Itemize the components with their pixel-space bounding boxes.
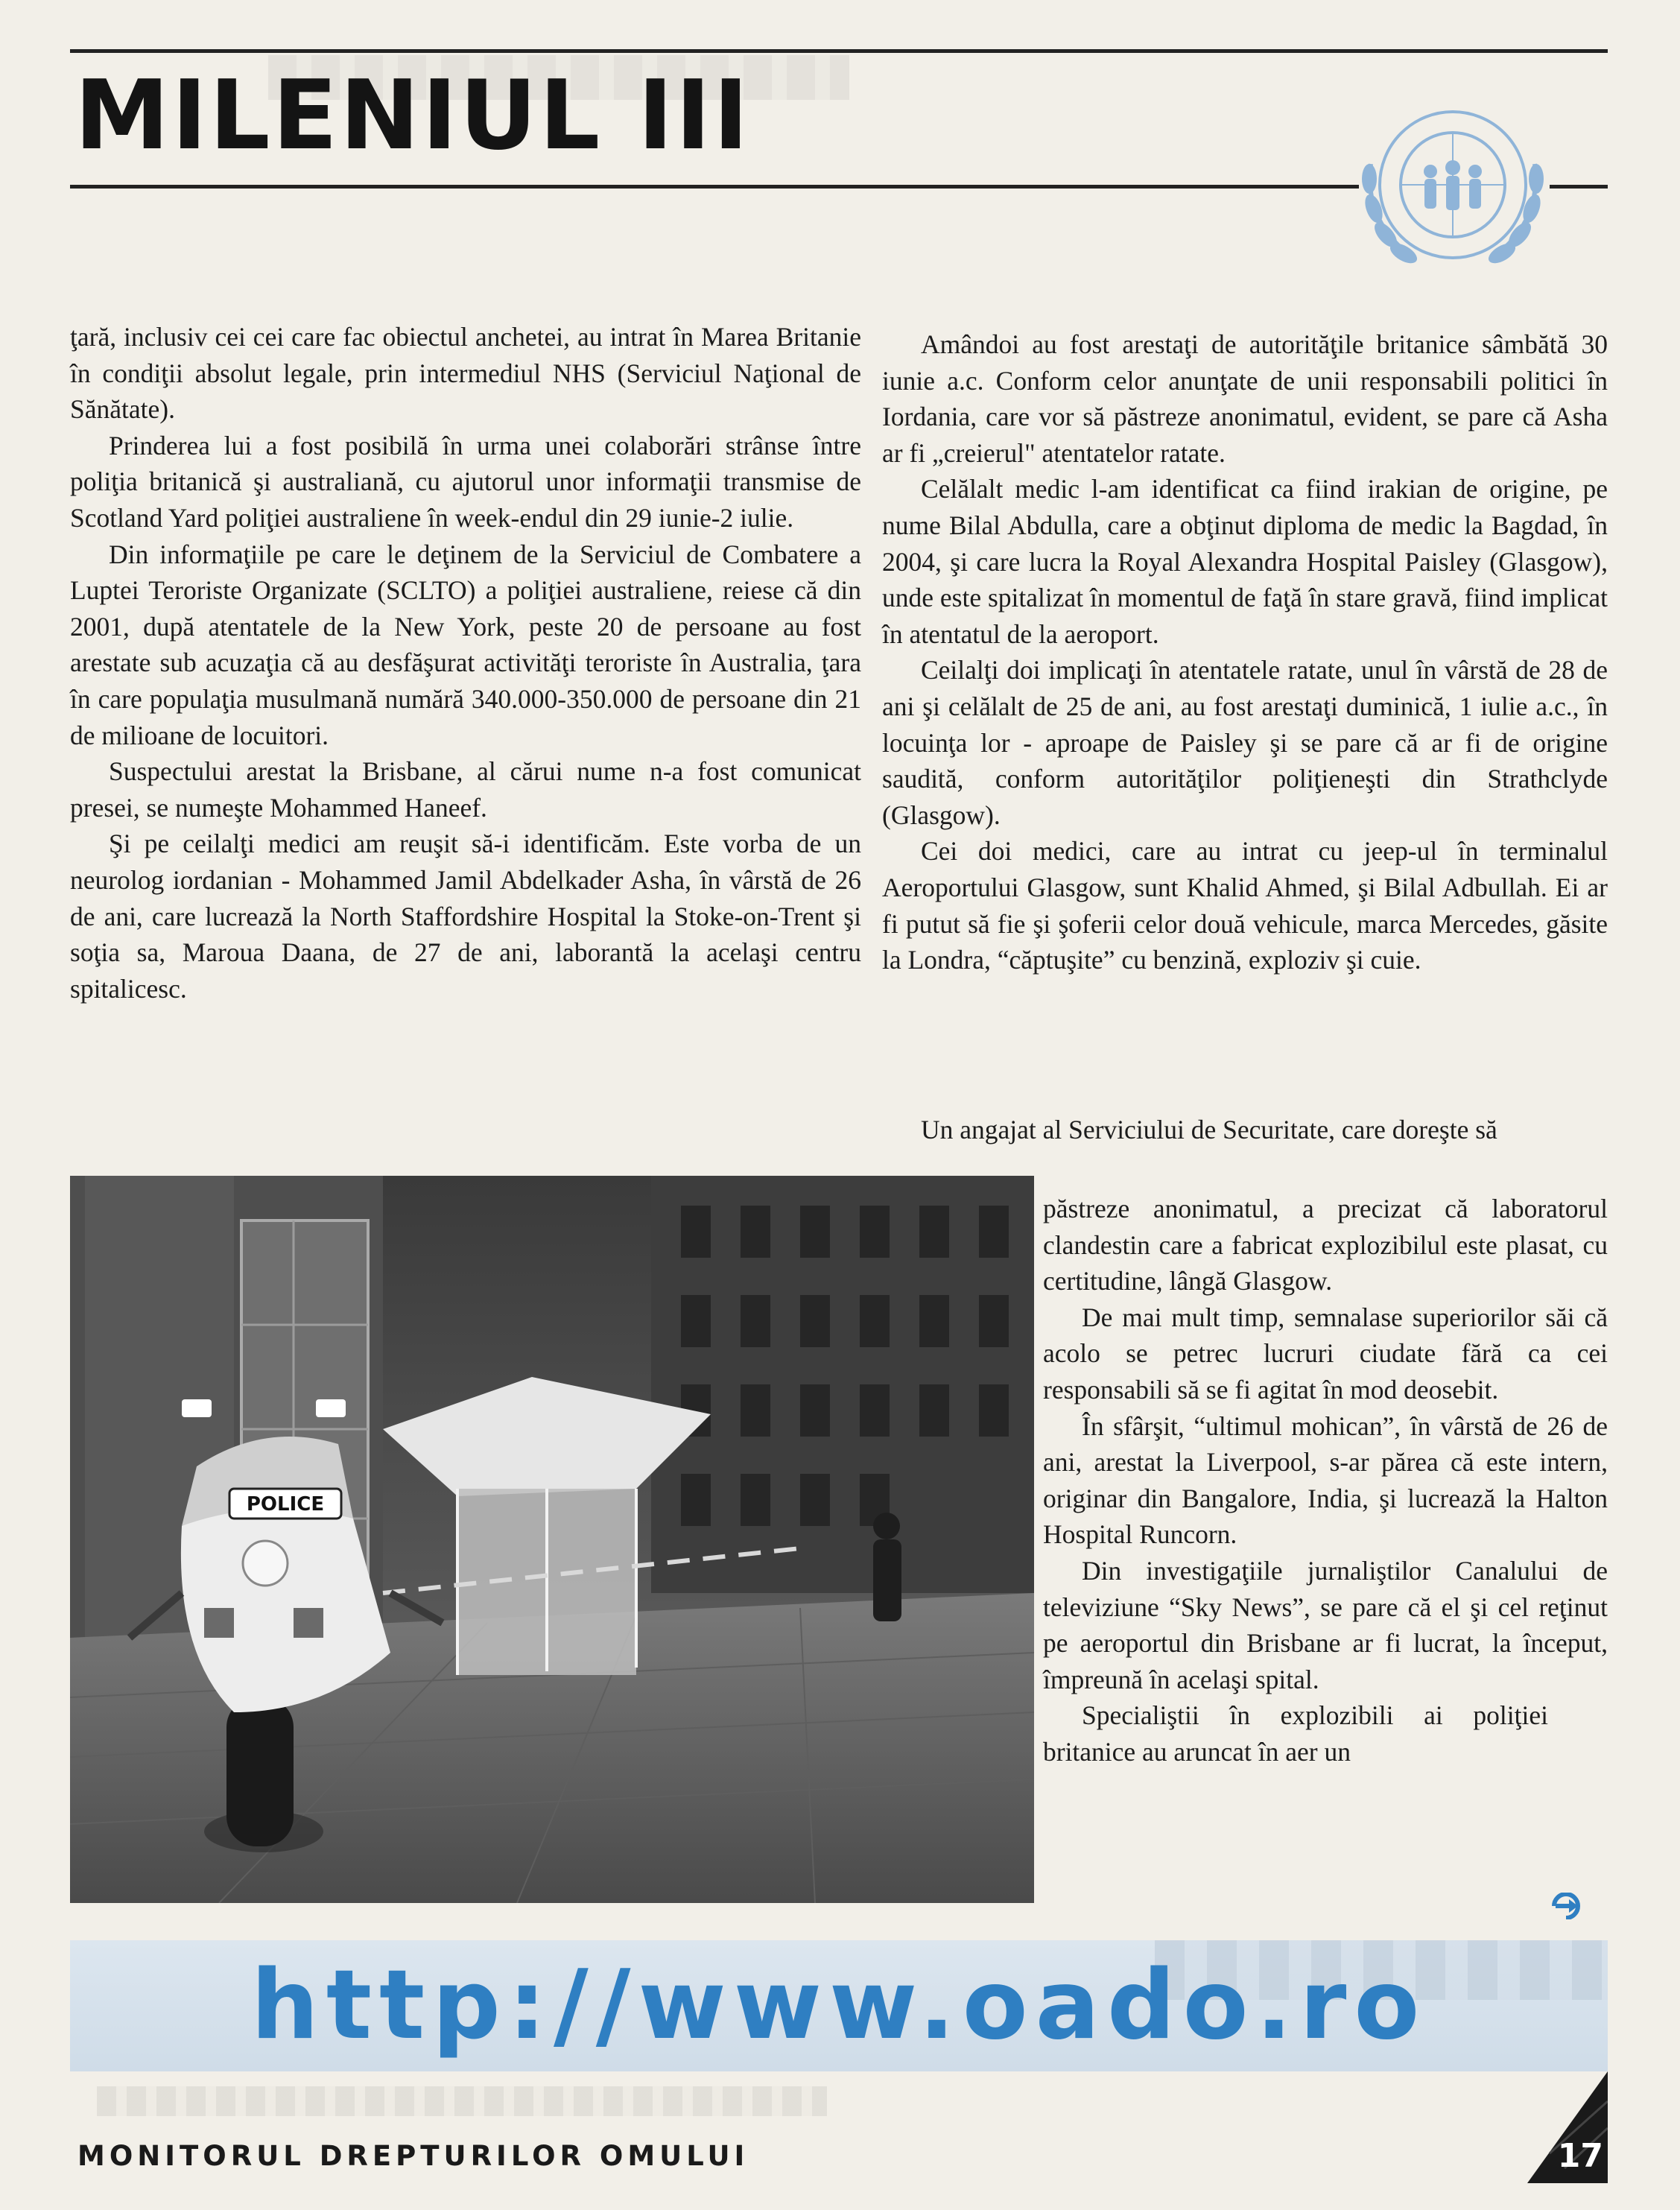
- paragraph: În sfârşit, “ultimul mohican”, în vârstă de 26 de ani, arestat la Liverpool, s-ar părea că este intern, originar din Bangalore, India, şi lucrează la Halton Hospital Runcorn.: [1043, 1410, 1608, 1550]
- header-top-rule: [70, 49, 1608, 53]
- article-right-column: [882, 326, 1608, 978]
- photo-illustration: [70, 1176, 1034, 1903]
- paragraph: Din investigaţiile jurnaliştilor Canalului de televiziune “Sky News”, se pare că el şi cel reţinut pe aeroportul din Brisbane ar fi lucrat, la început, împreună în acelaşi spital.: [1043, 1555, 1608, 1694]
- section-title: MILENIUL III: [75, 60, 751, 171]
- article-wrap-lead: [882, 1112, 1608, 1148]
- article-left-column: [70, 319, 861, 1007]
- paragraph: Celălalt medic l-am identificat ca fiind irakian de origine, pe nume Bilal Abdulla, care a obţinut diploma de medic la Bagdad, în 2004, şi care lucra la Royal Alexandra Hospital Paisley (Glasgow), unde este spitalizat în momentul de faţă în stare gravă, fiind implicat în atentatul de la aeroport.: [882, 474, 1608, 649]
- publication-title: MONITORUL DREPTURILOR OMULUI: [77, 2140, 749, 2172]
- arrow-right-icon: [1551, 1893, 1584, 1919]
- paragraph: ţară, inclusiv cei cei care fac obiectul anchetei, au intrat în Marea Britanie în condiţii absolut legale, prin intermediul NHS (Serviciul Naţional de Sănătate).: [70, 322, 861, 425]
- paragraph: Ceilalţi doi implicaţi în atentatele ratate, unul în vârstă de 28 de ani şi celălalt de 25 de ani, au fost arestaţi duminică, 1 iulie a.c., în locuinţa lor - aproape de Paisley şi se pare că ar fi de origine saudită, conform autorităţilor poliţieneşti din Strathclyde (Glasgow).: [882, 655, 1608, 830]
- paragraph: păstreze anonimatul, a precizat că laboratorul clandestin care a fabricat explozibilul este plasat, cu certitudine, lângă Glasgow.: [1043, 1194, 1608, 1296]
- paragraph: Cei doi medici, care au intrat cu jeep-ul în terminalul Aeroportului Glasgow, sunt Khalid Ahmed, şi Bilal Adbullah. Ei ar fi putut să fie şi şoferii celor două vehicule, marca Mercedes, găsite la Londra, “căptuşite” cu benzină, exploziv şi cuie.: [882, 836, 1608, 975]
- paragraph: Amândoi au fost arestaţi de autorităţile britanice sâmbătă 30 iunie a.c. Conform celor anunţate de unii responsabili politici în Iordania, care vor să păstreze anonimatul, evident, se pare că Asha ar fi „creierul" atentatelor ratate.: [882, 329, 1608, 468]
- paragraph: Şi pe ceilalţi medici am reuşit să-i identificăm. Este vorba de un neurolog iordanian - Mohammed Jamil Abdelkader Asha, în vârstă de 26 de ani, care lucrează la North Staffordshire Hospital la Stoke-on-Trent şi soţia sa, Maroua Daana, de 27 de ani, laborantă la acelaşi centru spitalicesc.: [70, 829, 861, 1004]
- police-motorcycle-photo: [70, 1176, 1034, 1903]
- website-url[interactable]: http://www.oado.ro: [250, 1950, 1427, 2061]
- header-bottom-rule: [70, 185, 1359, 189]
- page-number: 17: [1557, 2137, 1603, 2175]
- oado-emblem-icon: [1341, 97, 1565, 283]
- paragraph: Un angajat al Serviciului de Securitate, care doreşte să: [921, 1115, 1497, 1144]
- paragraph: Din informaţiile pe care le deţinem de la Serviciul de Combatere a Luptei Teroriste Organizate (SCLTO) a poliţiei australiene, reiese că din 2001, după atentatele de la New York, peste 20 de persoane au fost arestate sub acuzaţia că au desfăşurat activităţi teroriste în Australia, ţara în care populaţia musulmană numără 340.000-350.000 de persoane din 21 de milioane de locuitori.: [70, 539, 861, 750]
- paragraph: Prinderea lui a fost posibilă în urma unei colaborări strânse între poliţia britanică şi australiană, cu ajutorul unor informaţii transmise de Scotland Yard poliţiei australiene în week-endul din 29 iunie-2 iulie.: [70, 430, 861, 533]
- bleed-through-shadow: [97, 2086, 827, 2116]
- article-wrap-column: [1043, 1191, 1608, 1770]
- paragraph: De mai mult timp, semnalase superiorilor săi că acolo se petrec lucruri ciudate fără ca cei responsabili să se fi agitat în mod deosebit.: [1043, 1302, 1608, 1405]
- police-sign-text: POLICE: [246, 1493, 325, 1516]
- paragraph: Specialiştii în explozibili ai poliţiei britanice au aruncat în aer un: [1043, 1700, 1548, 1767]
- paragraph: Suspectului arestat la Brisbane, al cărui nume n-a fost comunicat presei, se numeşte Mohammed Haneef.: [70, 756, 861, 823]
